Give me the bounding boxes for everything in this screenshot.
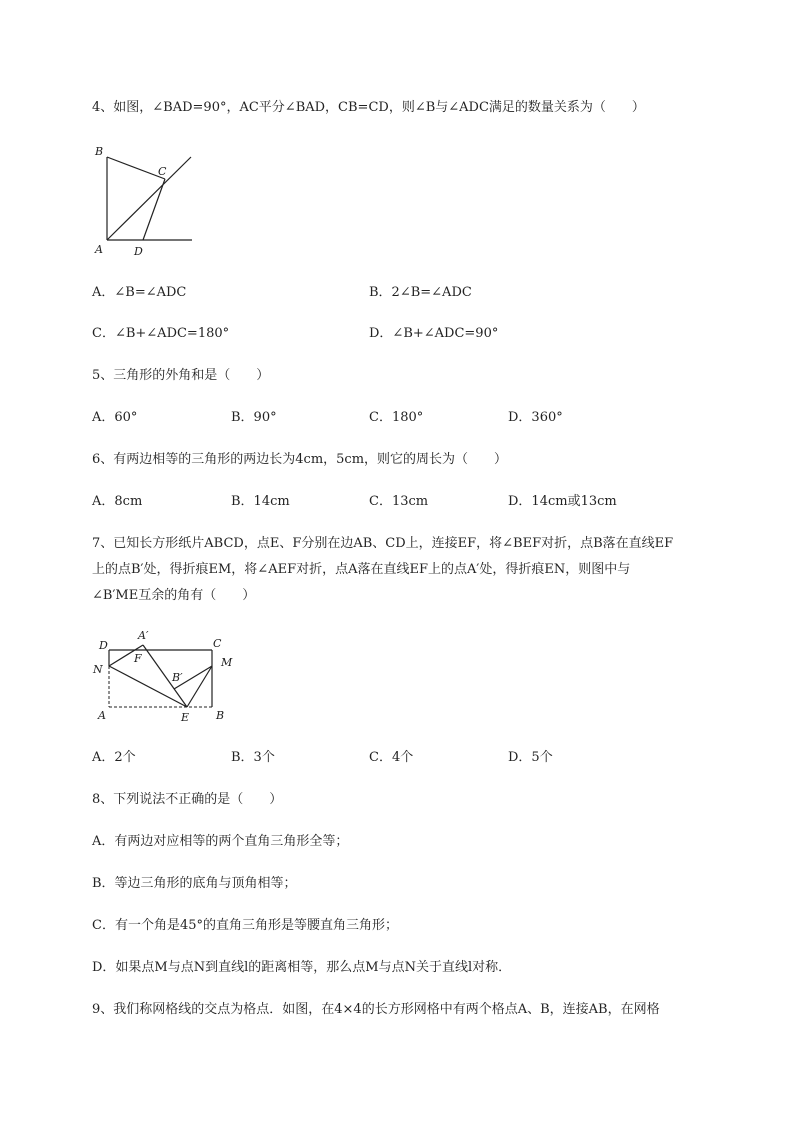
q7-stem-line1: 7、已知长方形纸片ABCD，点E、F分别在边AB、CD上，连接EF，将∠BEF对折，点B落在直线EF [92,536,674,551]
q4-stem: 4、如图，∠BAD=90°，AC平分∠BAD，CB=CD，则∠B与∠ADC满足的数量关系为（ ） [92,100,645,115]
q8-option-a: A．有两边对应相等的两个直角三角形全等； [92,834,349,849]
q4-figure [90,140,200,260]
q4-ray-ac [107,157,191,240]
q6-option-b: B．14cm [231,494,290,509]
q4-label-b: B [95,145,104,158]
q7-label-a: A [98,709,106,722]
q7-label-e: E [181,711,190,724]
q4-label-c: C [158,165,167,178]
q7-option-a: A．2个 [92,750,136,765]
q4-label-a: A [95,243,103,256]
q7-figure [88,625,238,725]
q8-option-b: B．等边三角形的底角与顶角相等； [92,876,297,891]
q4-option-a: A．∠B=∠ADC [92,285,187,300]
q6-option-d: D．14cm或13cm [508,494,617,509]
q4-option-b: B．2∠B=∠ADC [369,285,472,300]
q8-stem: 8、下列说法不正确的是（ ） [92,792,283,807]
q7-segment-em [187,666,212,707]
q7-label-n: N [93,663,103,676]
q4-segment-bc [107,157,165,179]
q4-option-c: C．∠B+∠ADC=180° [92,326,230,341]
q7-stem-line3: ∠B′ME互余的角有（ ） [92,588,256,603]
q7-label-f: F [134,652,142,665]
q4-option-d: D．∠B+∠ADC=90° [369,326,499,341]
q9-stem: 9、我们称网格线的交点为格点．如图，在4×4的长方形网格中有两个格点A、B，连接AB，在网格 [92,1002,660,1017]
q7-label-m: M [221,656,233,669]
q5-option-a: A．60° [92,410,138,425]
q7-option-c: C．4个 [369,750,414,765]
q6-option-a: A．8cm [92,494,143,509]
q5-stem: 5、三角形的外角和是（ ） [92,368,270,383]
q6-option-c: C．13cm [369,494,429,509]
q7-label-b1: B′ [172,671,183,684]
q7-stem-line2: 上的点B′处，得折痕EM，将∠AEF对折，点A落在直线EF上的点A′处，得折痕EN，则图中与 [92,562,631,577]
q7-label-b: B [216,709,225,722]
q8-option-c: C．有一个角是45°的直角三角形是等腰直角三角形； [92,918,398,933]
q5-option-c: C．180° [369,410,424,425]
q5-option-d: D．360° [508,410,563,425]
q6-stem: 6、有两边相等的三角形的两边长为4cm，5cm，则它的周长为（ ） [92,452,508,467]
q7-label-a1: A′ [138,629,149,642]
q8-option-d: D．如果点M与点N到直线l的距离相等，那么点M与点N关于直线l对称． [92,960,512,975]
q4-label-d: D [134,245,143,258]
q5-option-b: B．90° [231,410,277,425]
q7-label-c: C [213,637,222,650]
q7-option-d: D．5个 [508,750,553,765]
q4-segment-cd [143,179,165,240]
q7-label-d: D [99,639,108,652]
q7-option-b: B．3个 [231,750,275,765]
